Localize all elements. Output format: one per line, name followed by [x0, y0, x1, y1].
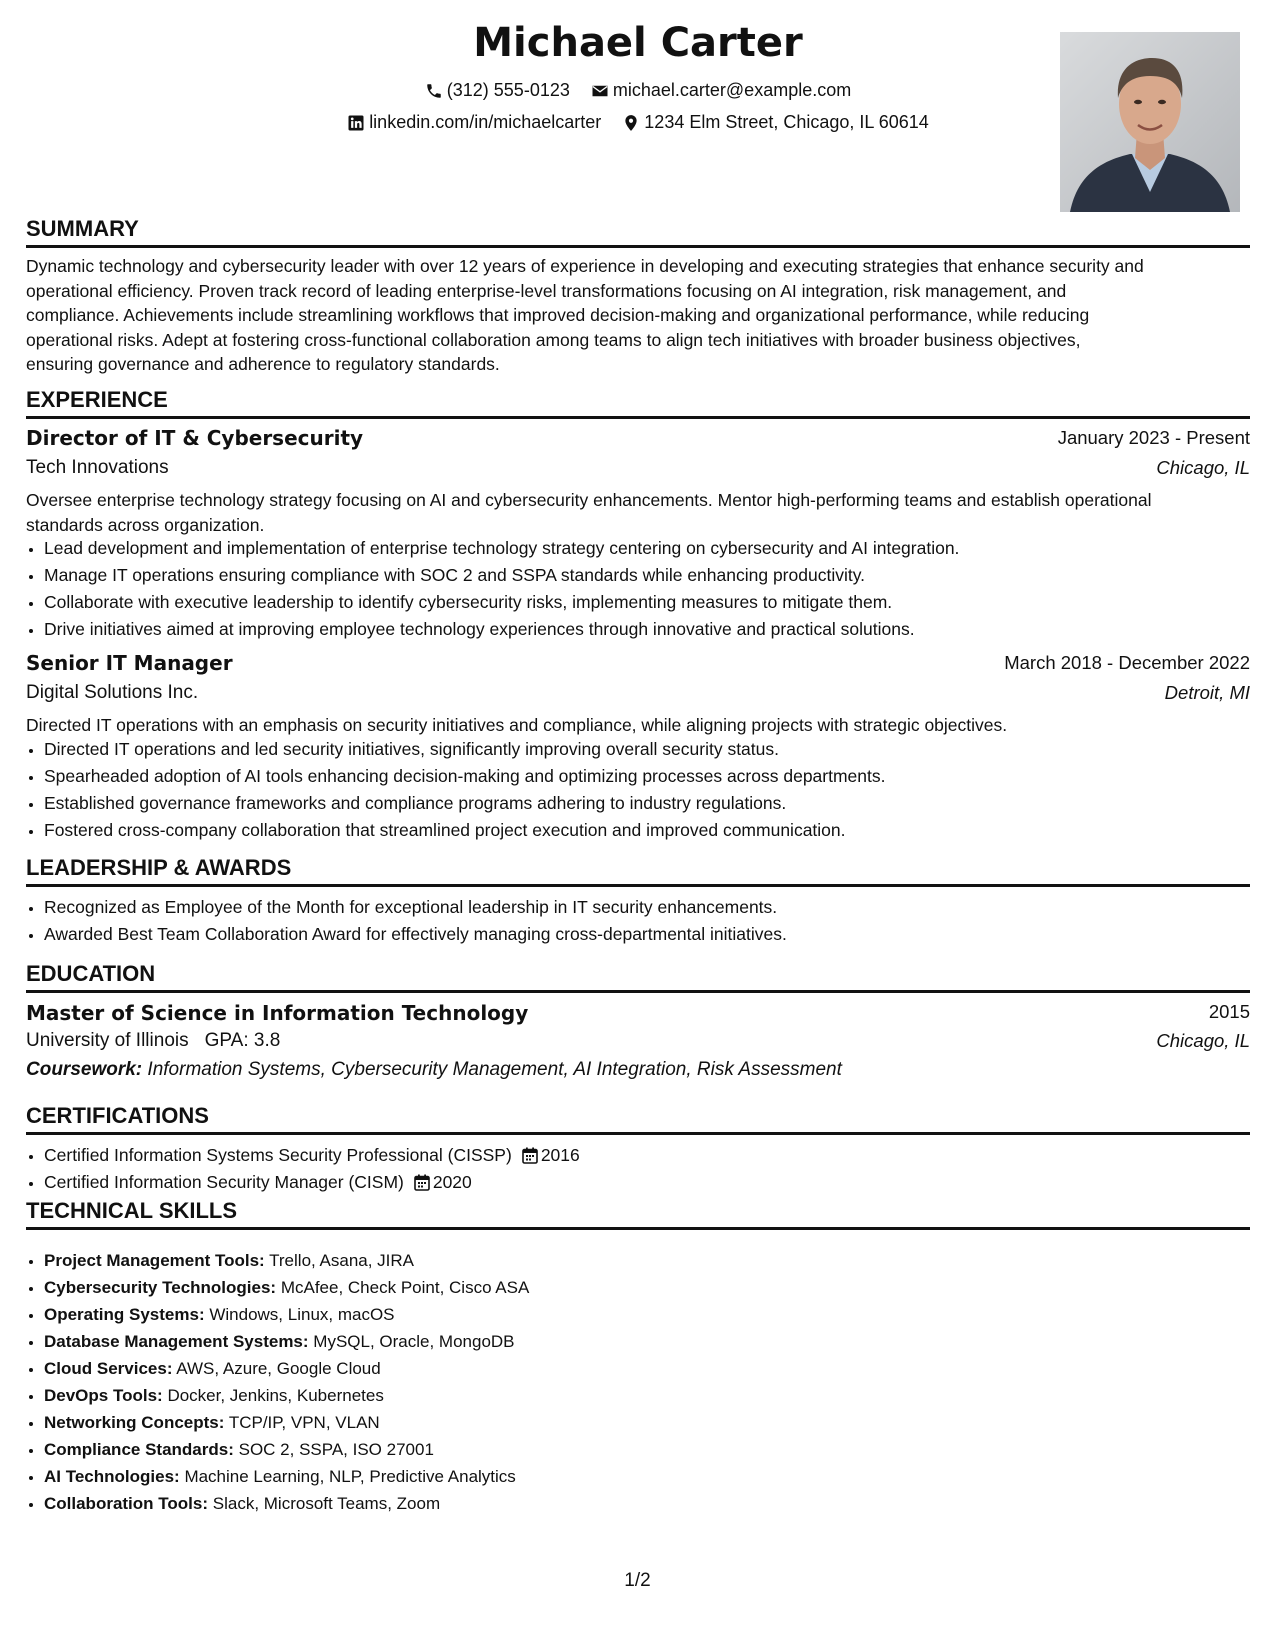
- coursework-list: Information Systems, Cybersecurity Management, AI Integration, Risk Assessment: [147, 1059, 842, 1080]
- coursework-label: Coursework:: [26, 1059, 143, 1080]
- job-bullet: • Drive initiatives aimed at improving employee technology experiences through innovative and practical solutions.: [44, 616, 1268, 643]
- job-company: Digital Solutions Inc.: [26, 682, 199, 703]
- candidate-name: Michael Carter: [473, 20, 803, 66]
- page-number: 1/2: [624, 1570, 651, 1591]
- award-item: • Awarded Best Team Collaboration Award for effectively managing cross-departmental initiatives.: [44, 921, 1268, 948]
- certifications-list: [26, 1142, 1268, 1196]
- calendar-icon: [414, 1174, 430, 1191]
- job-title: Director of IT & Cybersecurity: [26, 426, 364, 450]
- award-item: • Recognized as Employee of the Month for exceptional leadership in IT security enhancements.: [44, 894, 1268, 921]
- awards-list: [26, 894, 1268, 948]
- job-bullet: • Manage IT operations ensuring compliance with SOC 2 and SSPA standards while enhancing productivity.: [44, 562, 1268, 589]
- experience-section-title: EXPERIENCE: [26, 387, 1250, 419]
- skill-label: Project Management Tools:: [44, 1251, 265, 1270]
- certification-year: 2020: [432, 1172, 472, 1192]
- school-info: [26, 1030, 280, 1052]
- resume-page: [26, 0, 1250, 1650]
- summary-line: operational efficiency. Proven track record of leading enterprise-level transformations focusing on AI integration, risk management, and: [26, 280, 1067, 301]
- job-description-line: standards across organization.: [26, 514, 265, 535]
- profile-photo: [1060, 32, 1240, 212]
- skill-label: AI Technologies:: [44, 1467, 180, 1486]
- skill-item: [44, 1490, 1268, 1517]
- certification-item: [44, 1169, 1268, 1196]
- skill-value: Docker, Jenkins, Kubernetes: [167, 1386, 384, 1405]
- job-description: [26, 713, 1250, 738]
- map-pin-icon: [622, 114, 640, 132]
- skill-label: Collaboration Tools:: [44, 1494, 209, 1513]
- graduation-year: 2015: [1208, 1001, 1250, 1022]
- skill-item: [44, 1382, 1268, 1409]
- skill-label: Networking Concepts:: [44, 1413, 225, 1432]
- street-address: 1234 Elm Street, Chicago, IL 60614: [644, 112, 929, 132]
- certification-year: 2016: [540, 1145, 580, 1165]
- job-bullet: • Spearheaded adoption of AI tools enhancing decision-making and optimizing processes across departments.: [44, 763, 1268, 790]
- job-description-line: Directed IT operations with an emphasis on security initiatives and compliance, while aligning projects with strategic objectives.: [26, 715, 1008, 735]
- skill-item: [44, 1436, 1268, 1463]
- calendar-icon: [522, 1147, 538, 1164]
- email-contact: [591, 80, 851, 101]
- job-location: Detroit, MI: [1164, 682, 1250, 703]
- skill-item: [44, 1409, 1268, 1436]
- certification-item: [44, 1142, 1268, 1169]
- skill-value: Windows, Linux, macOS: [209, 1305, 395, 1324]
- skill-value: Machine Learning, NLP, Predictive Analytics: [184, 1467, 516, 1486]
- skill-value: Trello, Asana, JIRA: [269, 1251, 415, 1270]
- certification-name: Certified Information Security Manager (CISM): [44, 1172, 404, 1192]
- summary-line: compliance. Achievements include streamlining workflows that improved decision-making and organizational performance, while reducing: [26, 305, 1090, 325]
- summary-section-title: SUMMARY: [26, 216, 1250, 248]
- gpa: GPA: 3.8: [204, 1030, 281, 1051]
- skill-label: Database Management Systems:: [44, 1332, 309, 1351]
- resume-header: [26, 0, 1250, 215]
- job-location: Chicago, IL: [1156, 457, 1250, 478]
- job-dates: January 2023 - Present: [1057, 427, 1250, 448]
- coursework: [26, 1059, 842, 1081]
- skill-value: Slack, Microsoft Teams, Zoom: [212, 1494, 441, 1513]
- skill-label: Cloud Services:: [44, 1359, 173, 1378]
- job-bullets: [26, 535, 1268, 643]
- summary-line: Dynamic technology and cybersecurity leader with over 12 years of experience in developing and executing strategies that enhance security and: [26, 256, 1144, 276]
- skill-item: [44, 1463, 1268, 1490]
- email-address: michael.carter@example.com: [612, 80, 852, 100]
- skill-value: AWS, Azure, Google Cloud: [176, 1359, 381, 1378]
- skill-item: [44, 1247, 1268, 1274]
- degree-title: Master of Science in Information Technology: [26, 1001, 529, 1025]
- linkedin-icon: [347, 114, 365, 132]
- skill-item: [44, 1328, 1268, 1355]
- skill-label: Compliance Standards:: [44, 1440, 234, 1459]
- education-section-title: EDUCATION: [26, 961, 1250, 993]
- summary-line: ensuring governance and adherence to regulatory standards.: [26, 354, 500, 374]
- job-dates: March 2018 - December 2022: [1004, 652, 1250, 673]
- job-bullet: • Fostered cross-company collaboration that streamlined project execution and improved communication.: [44, 817, 1268, 844]
- skills-section-title: TECHNICAL SKILLS: [26, 1198, 1250, 1230]
- job-title: Senior IT Manager: [26, 651, 233, 675]
- job-bullets: [26, 736, 1268, 844]
- skill-value: McAfee, Check Point, Cisco ASA: [280, 1278, 530, 1297]
- skill-item: [44, 1355, 1268, 1382]
- school-location: Chicago, IL: [1156, 1030, 1250, 1051]
- linkedin-url: linkedin.com/in/michaelcarter: [369, 112, 602, 132]
- leadership-section-title: LEADERSHIP & AWARDS: [26, 855, 1250, 887]
- certification-name: Certified Information Systems Security Professional (CISSP): [44, 1145, 512, 1165]
- phone-icon: [425, 82, 443, 100]
- skill-item: [44, 1274, 1268, 1301]
- summary-text: [26, 254, 1250, 377]
- linkedin-contact: [347, 112, 601, 133]
- skill-label: Cybersecurity Technologies:: [44, 1278, 277, 1297]
- address-contact: [622, 112, 929, 133]
- skill-value: MySQL, Oracle, MongoDB: [313, 1332, 515, 1351]
- skill-item: [44, 1301, 1268, 1328]
- job-bullet: • Directed IT operations and led security initiatives, significantly improving overall security status.: [44, 736, 1268, 763]
- job-company: Tech Innovations: [26, 457, 169, 478]
- job-bullet: • Established governance frameworks and compliance programs adhering to industry regulations.: [44, 790, 1268, 817]
- phone-contact: [425, 80, 570, 101]
- skill-value: SOC 2, SSPA, ISO 27001: [238, 1440, 434, 1459]
- skill-label: Operating Systems:: [44, 1305, 205, 1324]
- summary-line: operational risks. Adept at fostering cross-functional collaboration among teams to align tech initiatives with broader business objectives,: [26, 329, 1081, 350]
- school-name: University of Illinois: [26, 1030, 189, 1051]
- job-description: [26, 488, 1250, 537]
- phone-number: (312) 555-0123: [446, 80, 570, 100]
- job-bullet: • Lead development and implementation of enterprise technology strategy centering on cybersecurity and AI integration.: [44, 535, 1268, 562]
- skills-list: [26, 1247, 1268, 1517]
- job-description-line: Oversee enterprise technology strategy focusing on AI and cybersecurity enhancements. Mentor high-performing teams and establish operational: [26, 490, 1152, 510]
- portrait-image: [1060, 32, 1240, 212]
- job-bullet: • Collaborate with executive leadership to identify cybersecurity risks, implementing measures to mitigate them.: [44, 589, 1268, 616]
- skill-label: DevOps Tools:: [44, 1386, 163, 1405]
- skill-value: TCP/IP, VPN, VLAN: [228, 1413, 380, 1432]
- certifications-section-title: CERTIFICATIONS: [26, 1103, 1250, 1135]
- envelope-icon: [591, 82, 609, 100]
